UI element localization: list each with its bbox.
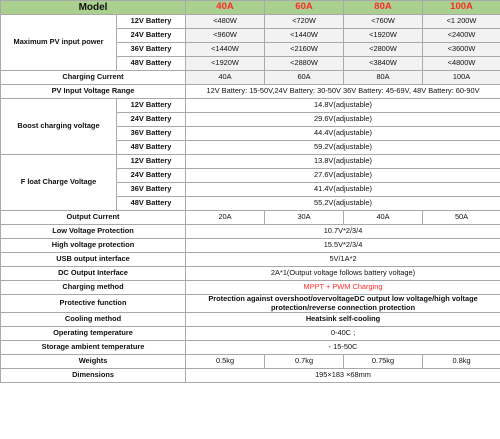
cooling-label: Cooling method <box>1 313 186 327</box>
max-pv-cell: <1 200W <box>423 15 500 29</box>
dimensions-label: Dimensions <box>1 369 186 383</box>
battery-label: 12V Battery <box>117 15 186 29</box>
output-current-cell: 20A <box>186 211 265 225</box>
pv-range-label: PV Input Voltage Range <box>1 85 186 99</box>
storage-temp-label: Storage ambient temperature <box>1 341 186 355</box>
charging-current-cell: 100A <box>423 71 500 85</box>
max-pv-cell: <1440W <box>186 43 265 57</box>
charging-method-label: Charging method <box>1 281 186 295</box>
battery-label: 24V Battery <box>117 113 186 127</box>
boost-value: 44.4V(adjustable) <box>186 127 500 141</box>
output-current-cell: 50A <box>423 211 500 225</box>
cooling-value: Heatsink self-cooling <box>186 313 500 327</box>
model-40a-header: 40A <box>186 1 265 15</box>
model-80a-header: 80A <box>344 1 423 15</box>
boost-value: 14.8V(adjustable) <box>186 99 500 113</box>
float-row <box>1 155 500 169</box>
output-current-label: Output Current <box>1 211 186 225</box>
low-voltage-value: 10.7V*2/3/4 <box>186 225 500 239</box>
weight-cell: 0.75kg <box>344 355 423 369</box>
protective-row <box>1 295 500 313</box>
max-pv-label: Maximum PV input power <box>1 15 117 71</box>
battery-label: 12V Battery <box>117 99 186 113</box>
battery-label: 12V Battery <box>117 155 186 169</box>
float-value: 55.2V(adjustable) <box>186 197 500 211</box>
protective-label: Protective function <box>1 295 186 313</box>
operating-temp-value: 0-40C ; <box>186 327 500 341</box>
charging-current-label: Charging Current <box>1 71 186 85</box>
max-pv-cell: <2800W <box>344 43 423 57</box>
boost-value: 59.2V(adjustable) <box>186 141 500 155</box>
low-voltage-row <box>1 225 500 239</box>
weights-row <box>1 355 500 369</box>
low-voltage-label: Low Voltage Protection <box>1 225 186 239</box>
usb-row <box>1 253 500 267</box>
max-pv-cell: <2880W <box>265 57 344 71</box>
max-pv-cell: <2160W <box>265 43 344 57</box>
usb-value: 5V/1A*2 <box>186 253 500 267</box>
dimensions-row <box>1 369 500 383</box>
max-pv-row <box>1 15 500 29</box>
charging-method-value: MPPT + PWM Charging <box>186 281 500 295</box>
header-row <box>1 1 500 15</box>
max-pv-cell: <3600W <box>423 43 500 57</box>
max-pv-cell: <480W <box>186 15 265 29</box>
battery-label: 48V Battery <box>117 57 186 71</box>
battery-label: 24V Battery <box>117 169 186 183</box>
max-pv-cell: <720W <box>265 15 344 29</box>
dimensions-value: 195×183 ×68mm <box>186 369 500 383</box>
dc-label: DC Output Interface <box>1 267 186 281</box>
dc-value: 2A*1(Output voltage follows battery voltage) <box>186 267 500 281</box>
weight-cell: 0.8kg <box>423 355 500 369</box>
output-current-cell: 40A <box>344 211 423 225</box>
pv-range-value: 12V Battery: 15-50V,24V Battery: 30-50V 36V Battery: 45-69V, 48V Battery: 60-90V <box>186 85 500 99</box>
model-100a-header: 100A <box>423 1 500 15</box>
weights-label: Weights <box>1 355 186 369</box>
boost-label: Boost charging voltage <box>1 99 117 155</box>
operating-temp-label: Operating temperature <box>1 327 186 341</box>
high-voltage-value: 15.5V*2/3/4 <box>186 239 500 253</box>
cooling-row <box>1 313 500 327</box>
battery-label: 36V Battery <box>117 43 186 57</box>
float-value: 13.8V(adjustable) <box>186 155 500 169</box>
boost-value: 29.6V(adjustable) <box>186 113 500 127</box>
max-pv-cell: <1920W <box>186 57 265 71</box>
high-voltage-row <box>1 239 500 253</box>
max-pv-cell: <760W <box>344 15 423 29</box>
output-current-cell: 30A <box>265 211 344 225</box>
battery-label: 36V Battery <box>117 127 186 141</box>
charging-current-cell: 40A <box>186 71 265 85</box>
charging-current-cell: 80A <box>344 71 423 85</box>
float-label: F loat Charge Voltage <box>1 155 117 211</box>
max-pv-cell: <1440W <box>265 29 344 43</box>
battery-label: 36V Battery <box>117 183 186 197</box>
storage-temp-value: - 15-50C <box>186 341 500 355</box>
weight-cell: 0.5kg <box>186 355 265 369</box>
pv-range-row <box>1 85 500 99</box>
protective-value: Protection against overshoot/overvoltageDC output low voltage/high voltage protection/reverse connection protection <box>186 295 500 313</box>
charging-current-row <box>1 71 500 85</box>
storage-temp-row <box>1 341 500 355</box>
charging-method-row <box>1 281 500 295</box>
max-pv-cell: <1920W <box>344 29 423 43</box>
battery-label: 48V Battery <box>117 197 186 211</box>
max-pv-cell: <3840W <box>344 57 423 71</box>
float-value: 41.4V(adjustable) <box>186 183 500 197</box>
model-60a-header: 60A <box>265 1 344 15</box>
max-pv-cell: <2400W <box>423 29 500 43</box>
float-value: 27.6V(adjustable) <box>186 169 500 183</box>
model-header: Model <box>1 1 186 15</box>
output-current-row <box>1 211 500 225</box>
weight-cell: 0.7kg <box>265 355 344 369</box>
dc-row <box>1 267 500 281</box>
battery-label: 24V Battery <box>117 29 186 43</box>
max-pv-cell: <4800W <box>423 57 500 71</box>
charging-current-cell: 60A <box>265 71 344 85</box>
max-pv-cell: <960W <box>186 29 265 43</box>
battery-label: 48V Battery <box>117 141 186 155</box>
usb-label: USB output interface <box>1 253 186 267</box>
operating-temp-row <box>1 327 500 341</box>
high-voltage-label: High voltage protection <box>1 239 186 253</box>
boost-row <box>1 99 500 113</box>
